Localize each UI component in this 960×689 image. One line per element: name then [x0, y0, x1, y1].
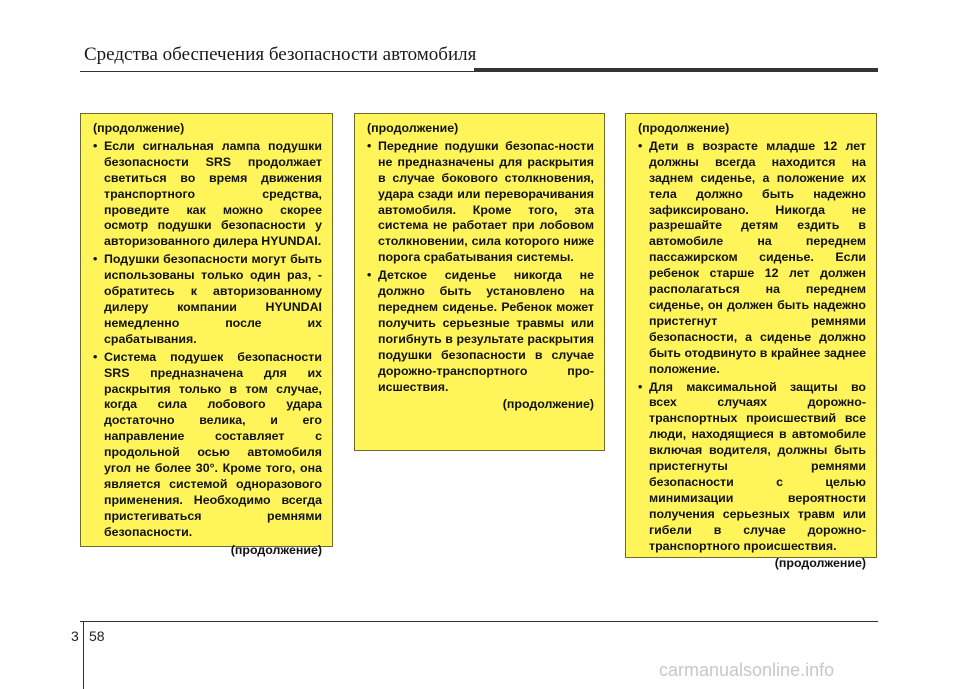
header-rule-accent	[474, 68, 878, 72]
warning-item: • Система подушек безопасности SRS предназначена для их раскрытия только в том случае, когда сила лобового удара достаточно велика, и его направление составляет с продольной осью автомобиля угол не более 30°. Кроме того, она является системой одноразового применения. Необходимо всегда пристегиваться ремнями безопасности.	[93, 350, 322, 541]
continued-label-top: (продолжение)	[367, 121, 459, 135]
warning-list	[367, 139, 594, 396]
warning-item: • Подушки безопасности могут быть использованы только один раз, - обратитесь к авторизованному дилеру компании HYUNDAI немедленно после их срабатывания.	[93, 252, 322, 347]
footer-divider	[83, 621, 84, 689]
warning-item: • Передние подушки безопас-ности не предназначены для раскрытия в случае бокового столкновения, удара сзади или переворачивания автомобиля. Кроме того, эта система не работает при лобовом столкновении, сила которого ниже порога срабатывания системы.	[367, 139, 594, 266]
warning-panel-3	[625, 113, 877, 571]
continued-label-bottom: (продолжение)	[774, 556, 866, 571]
warning-item: • Если сигнальная лампа подушки безопасности SRS продолжает светиться во время движения транспортного средства, проведите как можно скорее осмотр подушки безопасности у авторизованного дилера HYUNDAI.	[93, 139, 322, 250]
continued-label-bottom: (продолжение)	[230, 542, 322, 557]
continued-label-bottom: (продолжение)	[502, 397, 594, 412]
page-header-title: Средства обеспечения безопасности автомобиля	[84, 44, 477, 65]
page-number: 58	[89, 628, 105, 644]
footer-rule	[80, 621, 878, 622]
warning-panel-2	[354, 113, 605, 451]
warning-list	[638, 139, 866, 555]
warning-item: • Детское сиденье никогда не должно быть установлено на переднем сиденье. Ребенок может получить серьезные травмы или погибнуть в результате раскрытия подушки безопасности в случае дорожно-транспортного про-исшествия.	[367, 268, 594, 395]
warning-list	[93, 139, 322, 541]
continued-label-top: (продолжение)	[93, 121, 185, 135]
continued-label-top: (продолжение)	[638, 121, 730, 135]
chapter-number: 3	[71, 628, 79, 644]
warning-panel-1	[80, 113, 333, 557]
warning-item: • Для максимальной защиты во всех случаях дорожно-транспортных происшествий все люди, находящиеся в автомобиле включая водителя, должны быть пристегнуты ремнями безопасности с целью минимизации вероятности получения серьезных травм или гибели в случае дорожно-транспортного происшествия.	[638, 380, 866, 555]
warning-item: • Дети в возрасте младше 12 лет должны всегда находится на заднем сиденье, а положение их тела должно быть надежно зафиксировано. Никогда не разрешайте детям ездить в автомобиле на переднем пассажирском сиденье. Если ребенок старше 12 лет должен располагаться на переднем сиденье, он должен быть надежно пристегнут ремнями безопасности, а сиденье должно быть отодвинуто в крайнее заднее положение.	[638, 139, 866, 378]
watermark-link[interactable]: carmanualsonline.info	[659, 660, 835, 680]
